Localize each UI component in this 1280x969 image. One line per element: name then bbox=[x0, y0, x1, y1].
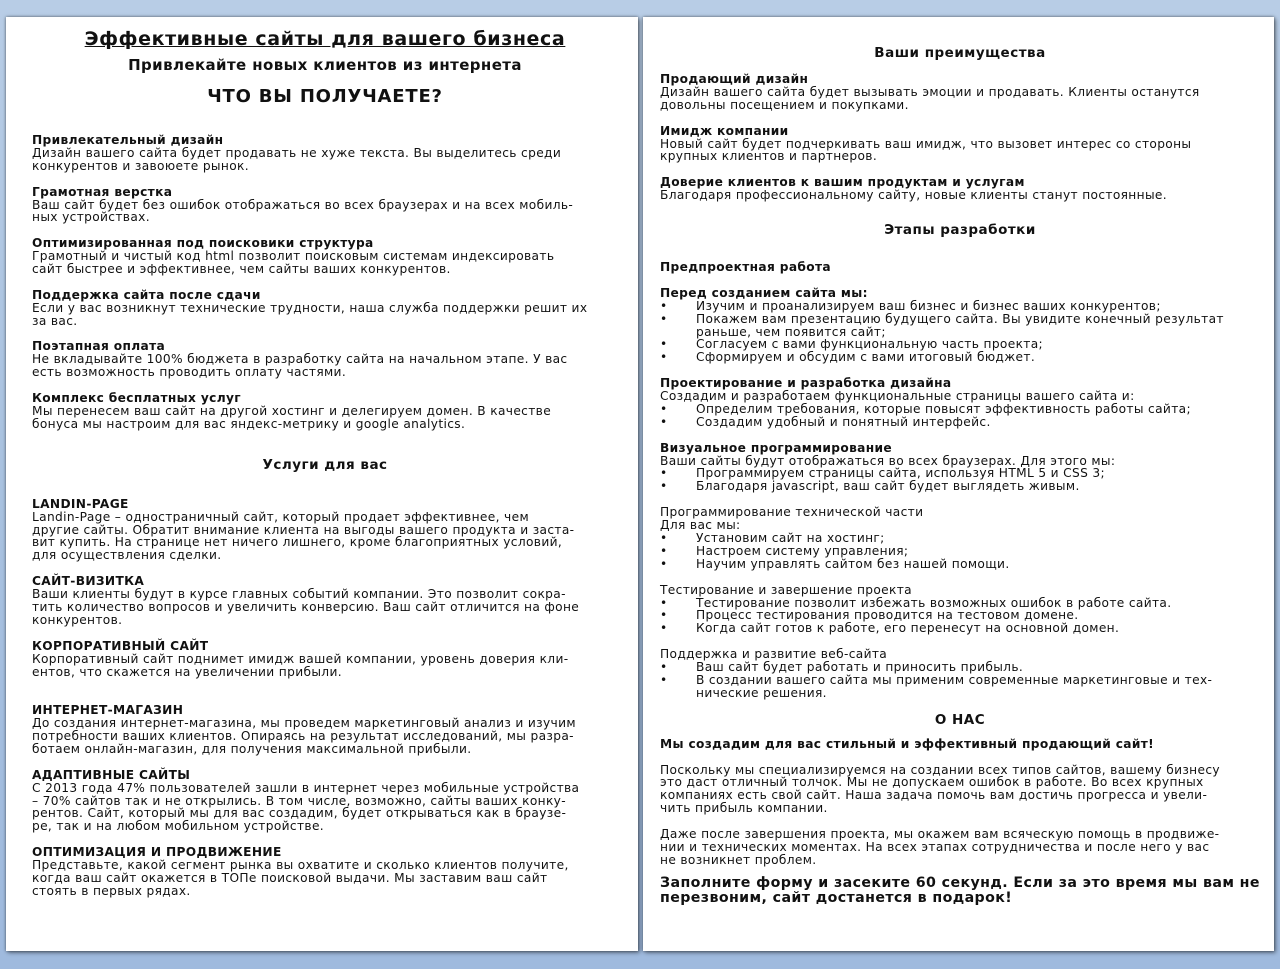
feature-block bbox=[32, 340, 618, 379]
about-text-line: компаниях есть свой сайт. Наша задача помочь вам достичь прогресса и увели- bbox=[660, 788, 1208, 803]
bullet-icon: • bbox=[660, 556, 668, 571]
about-paragraph-1 bbox=[660, 764, 1260, 816]
service-block bbox=[32, 640, 618, 679]
service-title: ИНТЕРНЕТ-МАГАЗИН bbox=[32, 703, 184, 718]
stage-bullet-text: Создадим удобный и понятный интерфейс. bbox=[696, 414, 991, 429]
page-title: Эффективные сайты для вашего бизнеса bbox=[84, 28, 566, 50]
feature-title: Поэтапная оплата bbox=[32, 339, 166, 354]
feature-block bbox=[32, 186, 618, 225]
stage-block bbox=[660, 261, 1260, 364]
feature-text: бонуса мы настроим для вас яндекс-метрику и google analytics. bbox=[32, 416, 466, 431]
bullet-icon: • bbox=[660, 414, 668, 429]
feature-title: Оптимизированная под поисковики структура bbox=[32, 236, 374, 251]
bullet-icon: • bbox=[660, 479, 668, 494]
feature-text: ных устройствах. bbox=[32, 210, 150, 225]
advantage-block bbox=[660, 176, 1260, 202]
stage-title: Предпроектная работа bbox=[660, 260, 831, 275]
document-page-left bbox=[6, 17, 638, 951]
feature-title: Поддержка сайта после сдачи bbox=[32, 287, 261, 302]
service-text: другие сайты. Обратит внимание клиента на выгоды вашего продукта и заста- bbox=[32, 522, 575, 537]
feature-text: за вас. bbox=[32, 313, 78, 328]
stage-intro: Для вас мы: bbox=[660, 518, 741, 533]
bullet-icon: • bbox=[660, 401, 668, 416]
advantage-text: довольны посещением и покупками. bbox=[660, 97, 909, 112]
advantage-text: Благодаря профессиональному сайту, новые клиенты станут постоянные. bbox=[660, 188, 1167, 203]
service-text: ре, так и на любом мобильном устройстве. bbox=[32, 819, 325, 834]
feature-block bbox=[32, 134, 618, 173]
service-block bbox=[32, 575, 618, 627]
advantage-title: Продающий дизайн bbox=[660, 72, 809, 86]
advantage-text: Дизайн вашего сайта будет вызывать эмоции и продавать. Клиенты останутся bbox=[660, 84, 1200, 99]
service-text: конкурентов. bbox=[32, 612, 123, 627]
stage-block bbox=[660, 377, 1260, 429]
stage-bullet-text: Научим управлять сайтом без нашей помощи. bbox=[696, 556, 1010, 571]
about-text-line: это даст отличный толчок. Мы не допускаем ошибок в работе. Во всех крупных bbox=[660, 775, 1204, 790]
feature-title: Комплекс бесплатных услуг bbox=[32, 391, 241, 406]
cta-line: Заполните форму и засеките 60 секунд. Если за это время мы вам не bbox=[660, 874, 1260, 891]
feature-text: Грамотный и чистый код html позволит поисковым системам индексировать bbox=[32, 249, 555, 264]
stage-bullet-text: В создании вашего сайта мы применим современные маркетинговые и тех-нические решения. bbox=[696, 672, 1213, 700]
stage-bullet-item bbox=[660, 480, 1260, 493]
service-title: КОРПОРАТИВНЫЙ САЙТ bbox=[32, 638, 209, 653]
bullet-icon: • bbox=[660, 660, 668, 675]
service-text: Корпоративный сайт поднимет имидж вашей компании, уровень доверия кли- bbox=[32, 651, 569, 666]
stage-bullet-text: Сформируем и обсудим с вами итоговый бюджет. bbox=[696, 350, 1036, 365]
service-text: когда ваш сайт окажется в ТОПе поисковой выдачи. Мы заставим ваш сайт bbox=[32, 870, 548, 885]
about-text-line: чить прибыль компании. bbox=[660, 801, 828, 816]
stage-block bbox=[660, 442, 1260, 494]
about-lead: Мы создадим для вас стильный и эффективный продающий сайт! bbox=[660, 736, 1155, 751]
services-heading: Услуги для вас bbox=[262, 456, 388, 473]
stage-bullet-text: Тестирование позволит избежать возможных ошибок в работе сайта. bbox=[696, 595, 1172, 610]
service-block bbox=[32, 846, 618, 898]
bullet-icon: • bbox=[660, 621, 668, 636]
feature-title: Грамотная верстка bbox=[32, 184, 173, 199]
stage-bullet-list bbox=[660, 532, 1260, 571]
service-block bbox=[32, 704, 618, 756]
stage-bullet-item bbox=[660, 674, 1260, 700]
bullet-icon: • bbox=[660, 531, 668, 545]
about-text-line: не возникнет проблем. bbox=[660, 852, 817, 867]
stage-title: Программирование технической части bbox=[660, 505, 924, 520]
feature-text: Не вкладывайте 100% бюджета в разработку сайта на начальном этапе. У вас bbox=[32, 352, 568, 367]
feature-block bbox=[32, 289, 618, 328]
advantage-title: Имидж компании bbox=[660, 123, 789, 138]
bullet-icon: • bbox=[660, 298, 668, 313]
service-block bbox=[32, 769, 618, 834]
stage-bullet-text: Изучим и проанализируем ваш бизнес и бизнес ваших конкурентов; bbox=[696, 298, 1161, 313]
stage-bullet-list bbox=[660, 661, 1260, 700]
service-title: АДАПТИВНЫЕ САЙТЫ bbox=[32, 767, 191, 782]
stages-list bbox=[660, 261, 1260, 700]
service-text: До создания интернет-магазина, мы проведем маркетинговый анализ и изучим bbox=[32, 716, 576, 731]
services-list bbox=[32, 498, 618, 898]
about-heading: О НАС bbox=[934, 711, 986, 728]
feature-title: Привлекательный дизайн bbox=[32, 133, 224, 147]
feature-text: конкурентов и завоюете рынок. bbox=[32, 158, 249, 173]
bullet-icon: • bbox=[660, 466, 668, 481]
advantage-block bbox=[660, 125, 1260, 164]
service-text: Ваши клиенты будут в курсе главных событий компании. Это позволит сокра- bbox=[32, 587, 566, 602]
service-block bbox=[32, 498, 618, 563]
stage-bullet-text: Согласуем с вами функциональную часть проекта; bbox=[696, 337, 1044, 352]
stage-bullet-item bbox=[660, 351, 1260, 364]
advantage-text: Новый сайт будет подчеркивать ваш имидж, что вызовет интерес со стороны bbox=[660, 136, 1192, 151]
feature-text: Если у вас возникнут технические трудности, наша служба поддержки решит их bbox=[32, 300, 588, 315]
stage-bullet-text: Установим сайт на хостинг; bbox=[696, 531, 885, 545]
document-page-right bbox=[643, 17, 1274, 951]
bullet-icon: • bbox=[660, 543, 668, 558]
stage-bullet-text: Процесс тестирования проводится на тестовом домене. bbox=[696, 608, 1079, 623]
stage-bullet-item bbox=[660, 622, 1260, 635]
stage-bullet-text: Ваш сайт будет работать и приносить прибыль. bbox=[696, 660, 1024, 675]
service-text: С 2013 года 47% пользователей зашли в интернет через мобильные устройства bbox=[32, 780, 580, 795]
service-title: ОПТИМИЗАЦИЯ И ПРОДВИЖЕНИЕ bbox=[32, 845, 282, 860]
cta-line: перезвоним, сайт достанется в подарок! bbox=[660, 890, 1013, 907]
advantages-heading: Ваши преимущества bbox=[874, 45, 1046, 61]
stage-block bbox=[660, 648, 1260, 700]
stage-bullet-item bbox=[660, 313, 1260, 339]
feature-text: Дизайн вашего сайта будет продавать не хуже текста. Вы выделитесь среди bbox=[32, 145, 562, 160]
stage-intro: Ваши сайты будут отображаться во всех браузерах. Для этого мы: bbox=[660, 453, 1116, 468]
stage-title: Поддержка и развитие веб-сайта bbox=[660, 647, 888, 662]
service-title: САЙТ-ВИЗИТКА bbox=[32, 574, 145, 589]
call-to-action bbox=[660, 876, 1260, 907]
advantage-text: крупных клиентов и партнеров. bbox=[660, 149, 878, 164]
feature-block bbox=[32, 392, 618, 431]
advantages-list bbox=[660, 73, 1260, 202]
features-list bbox=[32, 134, 618, 431]
stages-heading: Этапы разработки bbox=[884, 222, 1036, 239]
feature-text: Мы перенесем ваш сайт на другой хостинг и делегируем домен. В качестве bbox=[32, 403, 552, 418]
advantage-block bbox=[660, 73, 1260, 112]
service-text: для осуществления сделки. bbox=[32, 548, 222, 563]
advantage-title: Доверие клиентов к вашим продуктам и услугам bbox=[660, 175, 1025, 190]
bullet-icon: • bbox=[660, 595, 668, 610]
stage-bullet-text: Когда сайт готов к работе, его перенесут на основной домен. bbox=[696, 621, 1120, 636]
bullet-icon: • bbox=[660, 350, 668, 365]
stage-block bbox=[660, 584, 1260, 636]
stage-bullet-text: Покажем вам презентацию будущего сайта. Вы увидите конечный результат раньше, чем появится сайт; bbox=[696, 311, 1224, 339]
stage-title: Визуальное программирование bbox=[660, 440, 893, 455]
bullet-icon: • bbox=[660, 337, 668, 352]
feature-text: сайт быстрее и эффективнее, чем сайты ваших конкурентов. bbox=[32, 262, 451, 277]
feature-text: Ваш сайт будет без ошибок отображаться во всех браузерах и на всех мобиль- bbox=[32, 197, 574, 212]
stage-bullet-text: Программируем страницы сайта, используя HTML 5 и CSS 3; bbox=[696, 466, 1105, 481]
bullet-icon: • bbox=[660, 608, 668, 623]
stage-bullet-text: Настроем систему управления; bbox=[696, 543, 909, 558]
stage-block bbox=[660, 506, 1260, 571]
stage-bullet-item bbox=[660, 558, 1260, 571]
about-text-line: нии и технических моментах. На всех этапах сотрудничества и после него у вас bbox=[660, 839, 1210, 854]
what-you-get-heading: ЧТО ВЫ ПОЛУЧАЕТЕ? bbox=[207, 86, 443, 107]
stage-title: Проектирование и разработка дизайна bbox=[660, 376, 952, 391]
stage-bullet-list bbox=[660, 597, 1260, 636]
page-subtitle: Привлекайте новых клиентов из интернета bbox=[128, 56, 522, 74]
stage-intro: Перед созданием сайта мы: bbox=[660, 285, 868, 300]
about-text-line: Даже после завершения проекта, мы окажем вам всяческую помощь в продвиже- bbox=[660, 827, 1220, 842]
service-text: – 70% сайтов так и не открылись. В том числе, возможно, сайты ваших конку- bbox=[32, 793, 566, 808]
service-text: ентов, что скажется на увеличении прибыли. bbox=[32, 664, 342, 679]
feature-block bbox=[32, 237, 618, 276]
stage-bullet-list bbox=[660, 467, 1260, 493]
stage-bullet-list bbox=[660, 403, 1260, 429]
stage-bullet-text: Благодаря javascript, ваш сайт будет выглядеть живым. bbox=[696, 479, 1080, 494]
bullet-icon: • bbox=[660, 311, 668, 326]
bullet-icon: • bbox=[660, 672, 668, 687]
about-paragraph-2 bbox=[660, 828, 1260, 867]
service-text: потребности ваших клиентов. Опираясь на результат исследований, мы разра- bbox=[32, 729, 574, 744]
service-title: LANDIN-PAGE bbox=[32, 496, 129, 511]
stage-bullet-text: Определим требования, которые повысят эффективность работы сайта; bbox=[696, 401, 1191, 416]
about-text-line: Поскольку мы специализируемся на создании всех типов сайтов, вашему бизнесу bbox=[660, 762, 1220, 777]
service-text: стоять в первых рядах. bbox=[32, 883, 191, 898]
service-text: рентов. Сайт, который мы для вас создадим, будет открываться как в браузе- bbox=[32, 806, 567, 821]
stage-bullet-list bbox=[660, 300, 1260, 365]
feature-text: есть возможность проводить оплату частями. bbox=[32, 365, 347, 380]
stage-intro: Создадим и разработаем функциональные страницы вашего сайта и: bbox=[660, 389, 1135, 404]
service-text: вит купить. На странице нет ничего лишнего, кроме благоприятных условий, bbox=[32, 535, 563, 550]
service-text: Представьте, какой сегмент рынка вы охватите и сколько клиентов получите, bbox=[32, 858, 569, 873]
service-text: Landin-Page – одностраничный сайт, который продает эффективнее, чем bbox=[32, 509, 529, 524]
service-text: ботаем онлайн-магазин, для получения максимальной прибыли. bbox=[32, 741, 472, 756]
stage-bullet-item bbox=[660, 416, 1260, 429]
stage-title: Тестирование и завершение проекта bbox=[660, 582, 912, 597]
service-text: тить количество вопросов и увеличить конверсию. Ваш сайт отличится на фоне bbox=[32, 600, 580, 614]
